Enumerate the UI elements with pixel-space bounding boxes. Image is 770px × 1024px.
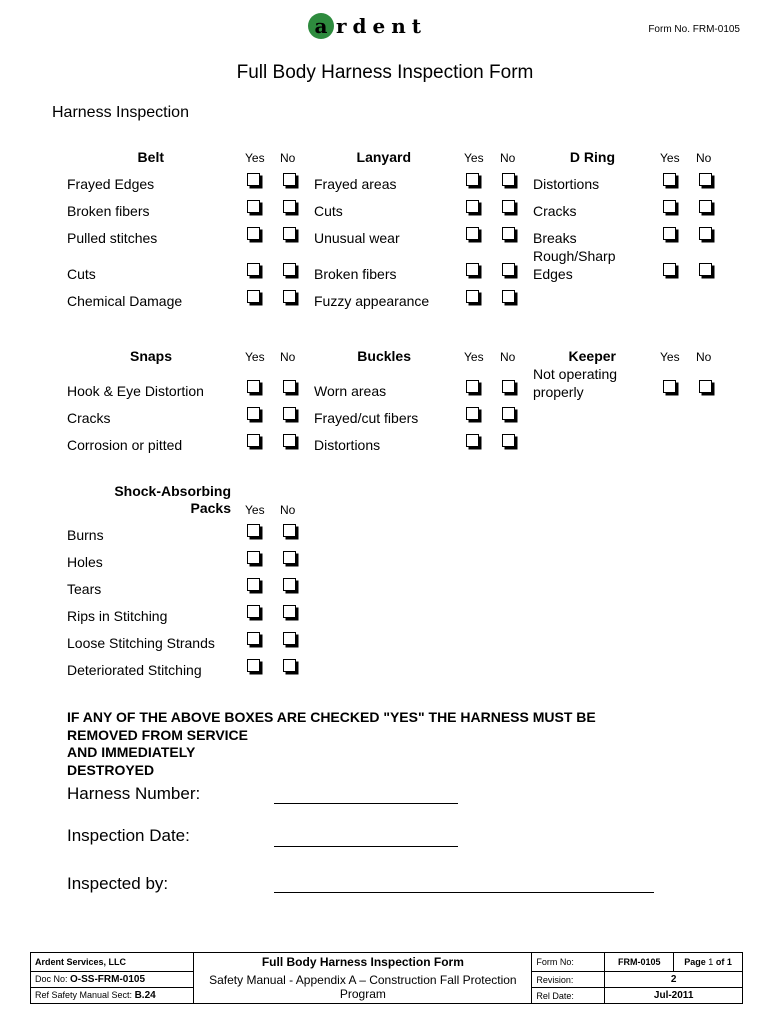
shock-no-checkbox[interactable] (283, 578, 296, 591)
footer-page (674, 953, 743, 972)
buckles-no-checkbox[interactable] (502, 407, 515, 420)
footer-doc-no-label: Doc No: (35, 974, 68, 984)
footer-page-total: 1 (726, 957, 732, 967)
footer-form-no-label: Form No: (532, 953, 605, 972)
lanyard-header: Lanyard (356, 149, 411, 165)
shock-yes-checkbox[interactable] (247, 659, 260, 672)
footer-rel-date: Jul-2011 (605, 988, 743, 1004)
lanyard-item: Cuts (314, 203, 343, 219)
belt-item: Cuts (67, 266, 96, 282)
warning-line: DESTROYED (67, 761, 155, 778)
shock-no-checkbox[interactable] (283, 605, 296, 618)
dring-no-checkbox[interactable] (699, 263, 712, 276)
buckles-header: Buckles (357, 348, 411, 364)
shock-no-checkbox[interactable] (283, 551, 296, 564)
dring-yes-checkbox[interactable] (663, 173, 676, 186)
footer-doc-no (31, 972, 194, 988)
footer-page-num: 1 (708, 957, 714, 967)
lanyard-item: Broken fibers (314, 266, 397, 282)
footer-page-of: of (715, 957, 725, 967)
dring-no-checkbox[interactable] (699, 200, 712, 213)
lanyard-yes-checkbox[interactable] (466, 263, 479, 276)
dring-no-checkbox[interactable] (699, 173, 712, 186)
dring-item: Breaks (533, 230, 577, 246)
keeper-item: properly (533, 384, 584, 400)
dring-item: Cracks (533, 203, 577, 219)
dring-no-checkbox[interactable] (699, 227, 712, 240)
belt-yes-checkbox[interactable] (247, 263, 260, 276)
buckles-no-label: No (500, 350, 516, 364)
belt-no-checkbox[interactable] (283, 263, 296, 276)
belt-no-checkbox[interactable] (283, 173, 296, 186)
shock-yes-checkbox[interactable] (247, 605, 260, 618)
belt-yes-checkbox[interactable] (247, 200, 260, 213)
warning-line: AND IMMEDIATELY (67, 744, 196, 760)
shock-header-line2: Packs (190, 500, 231, 516)
page-title: Full Body Harness Inspection Form (236, 62, 534, 83)
footer-revision-label: Revision: (532, 972, 605, 988)
belt-no-label: No (280, 151, 296, 165)
buckles-yes-checkbox[interactable] (466, 434, 479, 447)
footer-company: Ardent Services, LLC (31, 953, 194, 972)
buckles-yes-checkbox[interactable] (466, 407, 479, 420)
footer-form-title: Full Body Harness Inspection Form (194, 953, 532, 972)
belt-yes-checkbox[interactable] (247, 290, 260, 303)
keeper-yes-checkbox[interactable] (663, 380, 676, 393)
buckles-item: Frayed/cut fibers (314, 410, 419, 426)
shock-yes-checkbox[interactable] (247, 524, 260, 537)
shock-no-label: No (280, 503, 296, 517)
lanyard-no-checkbox[interactable] (502, 173, 515, 186)
form-number: Form No. FRM-0105 (648, 24, 740, 35)
snaps-no-checkbox[interactable] (283, 407, 296, 420)
warning-line: IF ANY OF THE ABOVE BOXES ARE CHECKED "YES" THE HARNESS MUST BE (67, 709, 596, 725)
buckles-yes-checkbox[interactable] (466, 380, 479, 393)
footer-table (30, 952, 743, 1004)
belt-item: Pulled stitches (67, 230, 158, 246)
dring-header: D Ring (569, 149, 615, 165)
shock-no-checkbox[interactable] (283, 524, 296, 537)
shock-header (90, 483, 231, 517)
belt-no-checkbox[interactable] (283, 290, 296, 303)
footer-manual-line1: Safety Manual - Appendix A – Construction Fall Protection (209, 973, 517, 988)
inspected-by-label: Inspected by: (67, 874, 169, 893)
lanyard-no-label: No (500, 151, 516, 165)
harness-number-label: Harness Number: (67, 784, 201, 803)
snaps-no-label: No (280, 350, 296, 364)
lanyard-no-checkbox[interactable] (502, 200, 515, 213)
lanyard-yes-checkbox[interactable] (466, 290, 479, 303)
shock-no-checkbox[interactable] (283, 632, 296, 645)
snaps-item: Corrosion or pitted (67, 437, 183, 453)
snaps-yes-checkbox[interactable] (247, 407, 260, 420)
inspection-date-line[interactable] (274, 846, 458, 847)
lanyard-item: Fuzzy appearance (314, 293, 430, 309)
shock-item: Tears (67, 581, 102, 597)
keeper-no-label: No (696, 350, 712, 364)
lanyard-yes-label: Yes (464, 151, 484, 165)
inspected-by-line[interactable] (274, 892, 654, 893)
buckles-no-checkbox[interactable] (502, 434, 515, 447)
footer-ref-value: B.24 (134, 990, 156, 1001)
footer-manual (194, 972, 532, 1004)
buckles-no-checkbox[interactable] (502, 380, 515, 393)
shock-item: Deteriorated Stitching (67, 662, 202, 678)
snaps-header: Snaps (129, 348, 172, 364)
shock-yes-checkbox[interactable] (247, 578, 260, 591)
dring-yes-checkbox[interactable] (663, 227, 676, 240)
shock-header-line1: Shock-Absorbing (114, 483, 231, 499)
belt-yes-checkbox[interactable] (247, 173, 260, 186)
shock-item: Burns (67, 527, 104, 543)
warning-text (67, 709, 657, 779)
snaps-yes-checkbox[interactable] (247, 380, 260, 393)
lanyard-no-checkbox[interactable] (502, 227, 515, 240)
dring-item: Distortions (533, 176, 600, 192)
belt-item: Broken fibers (67, 203, 150, 219)
ardent-logo (308, 10, 427, 42)
shock-yes-checkbox[interactable] (247, 632, 260, 645)
shock-yes-checkbox[interactable] (247, 551, 260, 564)
dring-no-label: No (696, 151, 712, 165)
footer-ref-label: Ref Safety Manual Sect: (35, 990, 133, 1000)
shock-no-checkbox[interactable] (283, 659, 296, 672)
lanyard-no-checkbox[interactable] (502, 263, 515, 276)
buckles-yes-label: Yes (464, 350, 484, 364)
snaps-item: Cracks (67, 410, 111, 426)
warning-line: REMOVED FROM SERVICE (67, 726, 248, 743)
snaps-yes-checkbox[interactable] (247, 434, 260, 447)
dring-item: Rough/Sharp (533, 248, 616, 264)
lanyard-item: Frayed areas (314, 176, 397, 192)
snaps-item: Hook & Eye Distortion (67, 383, 204, 399)
logo-wordmark: rdent (336, 14, 428, 38)
keeper-yes-label: Yes (660, 350, 680, 364)
shock-yes-label: Yes (245, 503, 265, 517)
lanyard-yes-checkbox[interactable] (466, 173, 479, 186)
belt-no-checkbox[interactable] (283, 227, 296, 240)
belt-no-checkbox[interactable] (283, 200, 296, 213)
section-title: Harness Inspection (52, 104, 189, 121)
dring-item: Edges (533, 266, 573, 282)
harness-number-line[interactable] (274, 803, 458, 804)
dring-yes-checkbox[interactable] (663, 263, 676, 276)
shock-item: Loose Stitching Strands (67, 635, 215, 651)
buckles-item: Distortions (314, 437, 381, 453)
dring-yes-label: Yes (660, 151, 680, 165)
belt-yes-label: Yes (245, 151, 265, 165)
footer-form-no: FRM-0105 (605, 953, 674, 972)
belt-header: Belt (137, 149, 164, 165)
keeper-item: Not operating (533, 366, 618, 382)
lanyard-yes-checkbox[interactable] (466, 227, 479, 240)
belt-item: Frayed Edges (67, 176, 155, 192)
footer-revision: 2 (605, 972, 743, 988)
lanyard-no-checkbox[interactable] (502, 290, 515, 303)
footer-doc-no-value: O-SS-FRM-0105 (70, 974, 146, 985)
shock-item: Holes (67, 554, 103, 570)
belt-yes-checkbox[interactable] (247, 227, 260, 240)
shock-item: Rips in Stitching (67, 608, 168, 624)
footer-manual-line2: Program (339, 987, 386, 1002)
dring-yes-checkbox[interactable] (663, 200, 676, 213)
logo-mark: a (308, 13, 334, 39)
keeper-header: Keeper (568, 348, 616, 364)
belt-item: Chemical Damage (67, 293, 183, 309)
buckles-item: Worn areas (314, 383, 387, 399)
lanyard-item: Unusual wear (314, 230, 400, 246)
footer-page-label: Page (684, 957, 706, 967)
footer-rel-date-label: Rel Date: (532, 988, 605, 1004)
snaps-no-checkbox[interactable] (283, 380, 296, 393)
inspection-date-label: Inspection Date: (67, 826, 190, 845)
footer-ref (31, 988, 194, 1004)
snaps-no-checkbox[interactable] (283, 434, 296, 447)
lanyard-yes-checkbox[interactable] (466, 200, 479, 213)
snaps-yes-label: Yes (245, 350, 265, 364)
keeper-no-checkbox[interactable] (699, 380, 712, 393)
